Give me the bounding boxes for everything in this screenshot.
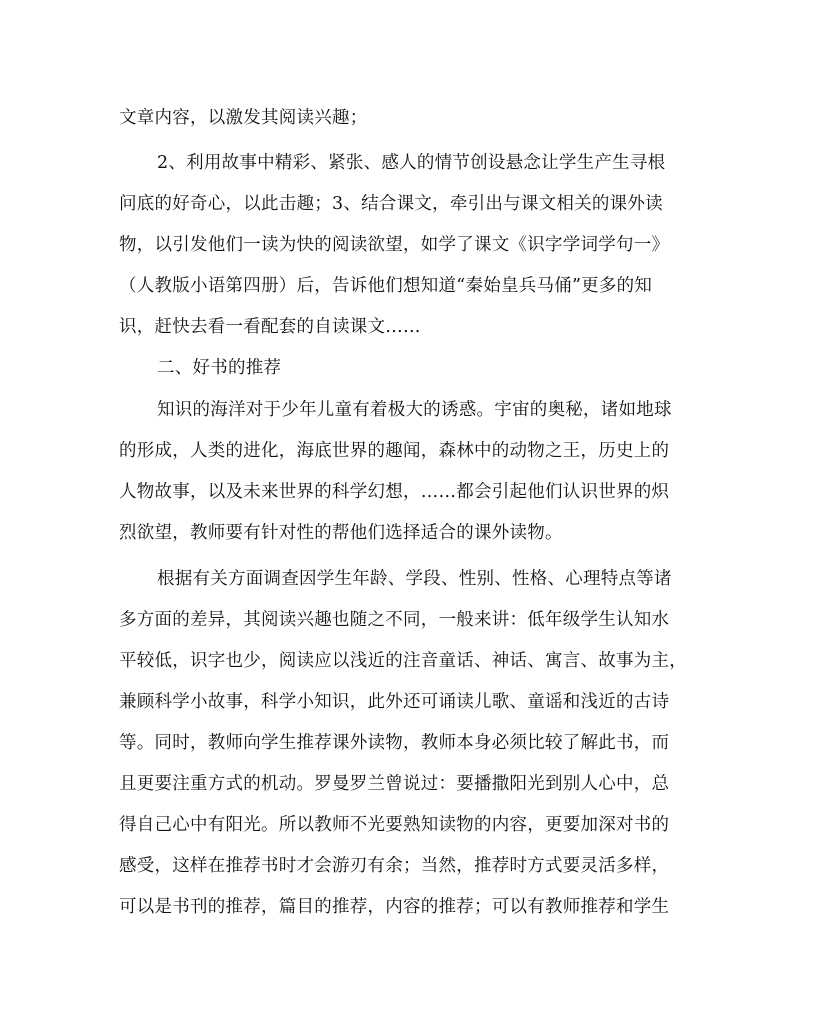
text-line: 且更要注重方式的机动。罗曼罗兰曾说过：要播撒阳光到别人心中，总 bbox=[119, 774, 670, 794]
text-line: 识，赶快去看一看配套的自读课文…… bbox=[119, 317, 421, 337]
text-line: 感受，这样在推荐书时才会游刃有余；当然，推荐时方式要灵活多样， bbox=[119, 856, 670, 876]
text-line: 2、利用故事中精彩、紧张、感人的情节创设悬念让学生产生寻根 bbox=[157, 153, 666, 173]
text-line: 得自己心中有阳光。所以教师不光要熟知读物的内容，更要加深对书的 bbox=[119, 815, 670, 835]
text-line: 的形成，人类的进化，海底世界的趣闻，森林中的动物之王，历史上的 bbox=[119, 441, 670, 461]
text-line: 可以是书刊的推荐，篇目的推荐，内容的推荐；可以有教师推荐和学生 bbox=[119, 897, 670, 917]
text-line: （人教版小语第四册）后，告诉他们想知道“秦始皇兵马俑”更多的知 bbox=[119, 276, 653, 296]
text-line: 多方面的差异，其阅读兴趣也随之不同，一般来讲：低年级学生认知水 bbox=[119, 610, 670, 630]
text-line: 物，以引发他们一读为快的阅读欲望，如学了课文《识字学词学句一》 bbox=[119, 235, 670, 255]
text-line: 问底的好奇心，以此击趣；3、结合课文，牵引出与课文相关的课外读 bbox=[119, 194, 663, 214]
text-line: 知识的海洋对于少年儿童有着极大的诱惑。宇宙的奥秘，诸如地球 bbox=[157, 400, 672, 420]
text-line: 根据有关方面调查因学生年龄、学段、性别、性格、心理特点等诸 bbox=[157, 569, 672, 589]
text-line: 人物故事，以及未来世界的科学幻想，……都会引起他们认识世界的炽 bbox=[119, 482, 670, 502]
section-heading: 二、好书的推荐 bbox=[157, 358, 282, 378]
text-line: 烈欲望，教师要有针对性的帮他们选择适合的课外读物。 bbox=[119, 523, 563, 543]
text-line: 等。同时，教师向学生推荐课外读物，教师本身必须比较了解此书，而 bbox=[119, 733, 670, 753]
text-line: 兼顾科学小故事，科学小知识，此外还可诵读儿歌、童谣和浅近的古诗 bbox=[119, 692, 670, 712]
text-line: 文章内容，以激发其阅读兴趣； bbox=[119, 108, 368, 128]
text-line: 平较低，识字也少，阅读应以浅近的注音童话、神话、寓言、故事为主， bbox=[119, 651, 687, 671]
